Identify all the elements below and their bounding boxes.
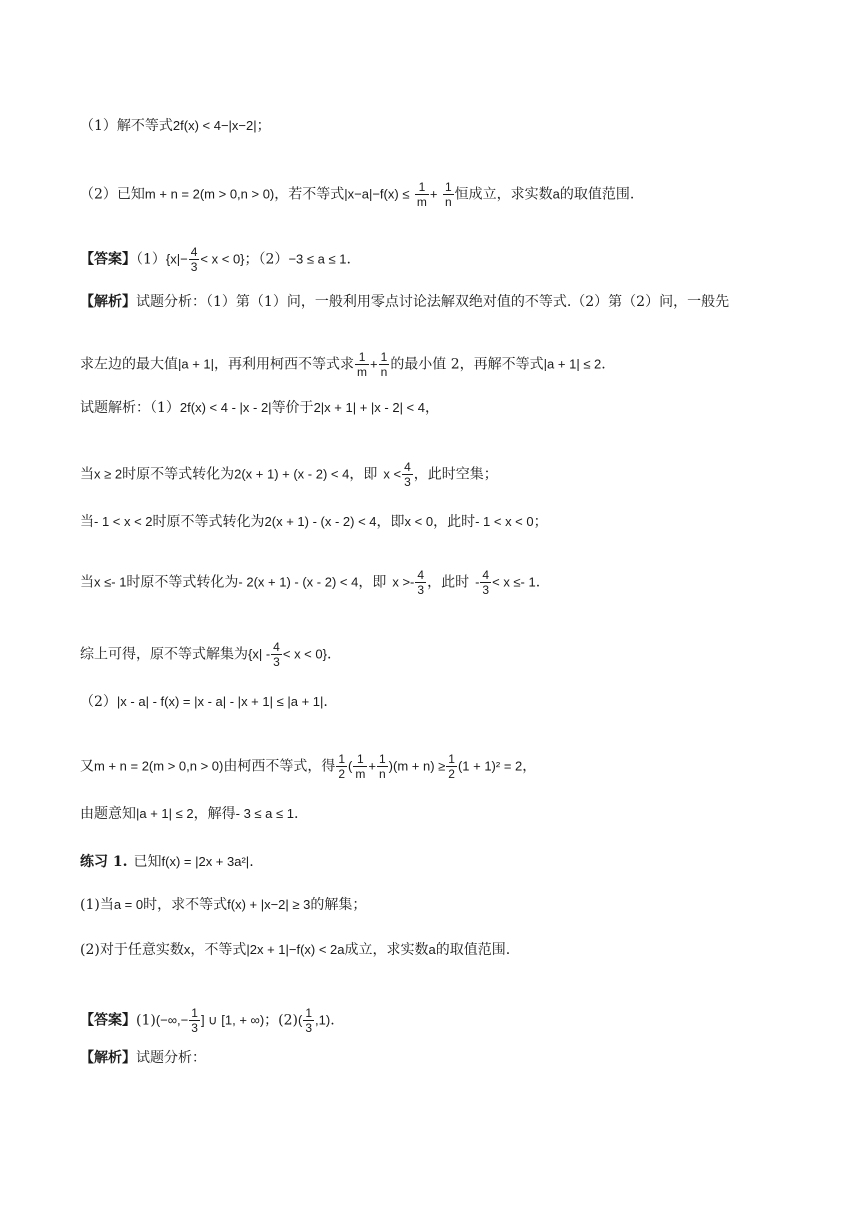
solution-part-2-result: 由题意知|a + 1| ≤ 2，解得- 3 ≤ a ≤ 1. — [80, 806, 299, 822]
fraction: $\frac{1}{m}$ — [416, 180, 427, 209]
fraction: $\frac{4}{3}$ — [417, 568, 425, 597]
solution-summary: 综上可得，原不等式解集为{x| - $\frac{4}{3}$ < x < 0}. — [80, 640, 332, 669]
analysis-label: 【解析】 — [80, 1050, 136, 1066]
fraction: $\frac{1}{2}$ — [448, 752, 455, 781]
exercise-1-analysis: 【解析】试题分析： — [80, 1050, 206, 1066]
fraction: $\frac{1}{3}$ — [305, 1006, 313, 1035]
fraction: $\frac{1}{n}$ — [444, 180, 452, 209]
fraction: $\frac{1}{n}$ — [378, 752, 386, 781]
fraction: $\frac{1}{2}$ — [338, 752, 346, 781]
fraction: $\frac{1}{3}$ — [191, 1006, 198, 1035]
solution-case-2: 当- 1 < x < 2时原不等式转化为2(x + 1) - (x - 2) < 4，即x < 0，此时- 1 < x < 0； — [80, 514, 548, 530]
math-expr: m + n = 2(m > 0,n > 0) — [144, 186, 275, 202]
fraction: $\frac{4}{3}$ — [404, 460, 411, 489]
analysis-line-2: 求左边的最大值|a + 1|，再利用柯西不等式求 $\frac{1}{m}$ + $\frac{1}{n}$ 的最小值 2，再解不等式|a + 1| ≤ 2. — [80, 350, 606, 379]
fraction: $\frac{1}{n}$ — [380, 350, 388, 379]
exercise-1-title: 练习 1. 已知f(x) = |2x + 3a²|. — [80, 854, 254, 870]
solution-part-2: （2）|x - a| - f(x) = |x - a| - |x + 1| ≤ |a + 1|. — [80, 694, 328, 710]
fraction: $\frac{4}{3}$ — [482, 568, 490, 597]
solution-case-1: 当x ≥ 2时原不等式转化为2(x + 1) + (x - 2) < 4，即 x < $\frac{4}{3}$ ，此时空集； — [80, 460, 498, 489]
math-expr: |x−a|−f(x) ≤ — [344, 186, 410, 202]
math-expr: 2f(x) < 4−|x−2| — [172, 118, 257, 133]
solution-part-2-cauchy: 又m + n = 2(m > 0,n > 0)由柯西不等式，得 $\frac{1}{2}$ ( $\frac{1}{m}$ + $\frac{1}{n}$ )(m + n) ≥ $\frac{1}{2}$ (1 + 1)² = 2， — [80, 752, 537, 781]
fraction: $\frac{4}{3}$ — [273, 640, 280, 669]
exercise-1-q1: (1)当a = 0时，求不等式f(x) + |x−2| ≥ 3的解集； — [80, 897, 367, 913]
question-1: （1）解不等式2f(x) < 4−|x−2|； — [80, 118, 271, 134]
answer-label: 【答案】 — [80, 1012, 136, 1029]
solution-intro: 试题解析：（1）2f(x) < 4 - |x - 2|等价于2|x + 1| + |x - 2| < 4， — [80, 400, 439, 416]
analysis-label: 【解析】 — [80, 294, 136, 310]
answer-block: 【答案】（1）{x|− $\frac{4}{3}$ < x < 0}；（2）−3 ≤ a ≤ 1. — [80, 245, 351, 274]
fraction: $\frac{1}{m}$ — [355, 752, 366, 781]
fraction: $\frac{4}{3}$ — [190, 245, 198, 274]
exercise-1-answer: 【答案】(1)(−∞,− $\frac{1}{3}$ ] ∪ [1, + ∞)；(2)( $\frac{1}{3}$ ,1). — [80, 1006, 335, 1035]
fraction: $\frac{1}{m}$ — [357, 350, 368, 379]
question-2: （2）已知m + n = 2(m > 0,n > 0)，若不等式|x−a|−f(x) ≤ $\frac{1}{m}$ + $\frac{1}{n}$ 恒成立，求实数a的取值范围. — [80, 180, 635, 209]
exercise-1-q2: (2)对于任意实数x，不等式|2x + 1|−f(x) < 2a成立，求实数a的取值范围. — [80, 942, 511, 958]
solution-case-3: 当x ≤- 1时原不等式转化为- 2(x + 1) - (x - 2) < 4，即 x >- $\frac{4}{3}$ ，此时 - $\frac{4}{3}$ < x ≤- 1. — [80, 568, 541, 597]
analysis-line-1: 【解析】试题分析：（1）第（1）问，一般利用零点讨论法解双绝对值的不等式.（2）第（2）问，一般先 — [80, 294, 730, 310]
exercise-label: 练习 1. — [80, 854, 128, 870]
answer-label: 【答案】 — [80, 251, 136, 268]
